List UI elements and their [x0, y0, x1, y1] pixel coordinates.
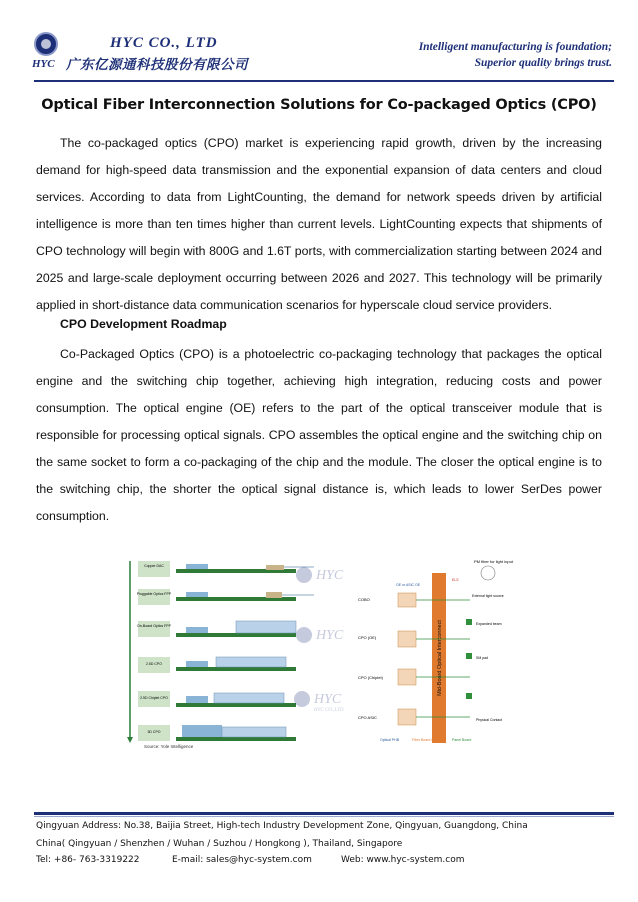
section-heading: CPO Development Roadmap — [60, 317, 227, 331]
legend-optical-phb: Optical PHB — [380, 738, 400, 742]
pm-fiber-label: PM fiber for light input — [474, 559, 513, 564]
stage-label-1: Copper DAC — [144, 564, 164, 568]
right-panel — [358, 559, 514, 743]
company-logo — [34, 32, 58, 56]
sm-pad-label: SM pad — [476, 656, 489, 660]
watermark-3: HYC — [314, 692, 342, 707]
slogan-line-1: Intelligent manufacturing is foundation; — [418, 41, 612, 53]
stage-row-1 — [138, 561, 314, 577]
watermark-1: HYC — [316, 568, 344, 583]
cpo-oe-label: CPO (OE) — [358, 635, 377, 640]
footer-website[interactable]: Web: www.hyc-system.com — [341, 855, 465, 865]
cpo-roadmap-figure — [126, 553, 514, 753]
legend-fiber-board: Fiber Board OB — [412, 738, 437, 742]
stage-row-5 — [138, 691, 296, 707]
company-slogan — [419, 39, 612, 71]
footer-email[interactable]: E-mail: sales@hyc-system.com — [172, 855, 312, 865]
watermark-sub: HYC CO.,LTD — [314, 708, 344, 713]
roadmap-diagram — [126, 553, 514, 753]
cpo-chiplet-label: CPO (Chiplet) — [358, 675, 383, 680]
stage-label-6: 3D CPO — [147, 730, 161, 734]
mid-board-label: Mid-Board Optical Interconnect — [437, 620, 443, 696]
external-light-label: External light source — [472, 594, 504, 598]
stage-label-3: On-Board Optics FPP — [137, 624, 171, 628]
company-name-chinese: 广东亿源通科技股份有限公司 — [66, 57, 248, 73]
company-name-english: HYC CO., LTD — [110, 35, 218, 51]
fiber-end-icon — [481, 566, 495, 580]
physical-contact-label: Physical Contact — [476, 718, 503, 722]
paragraph-intro-text: The co-packaged optics (CPO) market is experiencing rapid growth, driven by the increasing demand for high-speed data transmission and the exponential expansion of data centers and cloud services. According to data from LightCounting, the demand for network speeds driven by artificial intelligence is more than ten times higher than current levels. LightCounting expects that shipments of CPO technology will begin with 800G and 1.6T ports, with commercialization starting between 2024 and 2025 and large-scale deployment occurring between 2026 and 2027. This technology will be primarily applied in short-distance data communication scenarios for hyperscale cloud service providers. — [36, 136, 602, 312]
footer-tel: Tel: +86- 763-3319222 — [36, 855, 140, 865]
cpo-asic-label: CPO ASIC — [358, 715, 377, 720]
figure-source: Source: Yole Intelligence — [144, 744, 194, 749]
slogan-line-2: Superior quality brings trust. — [474, 57, 612, 69]
footer-divider — [34, 812, 614, 815]
stage-row-3 — [137, 621, 296, 637]
footer-address: Qingyuan Address: No.38, Baijia Street, High-tech Industry Development Zone, Qingyuan, Guangdong, China — [36, 821, 528, 831]
paragraph-cpo-text: Co-Packaged Optics (CPO) is a photoelectric co-packaging technology that packages the optical engine and the switching chip together, achieving high integration, reducing costs and power consumption. The optical engine (OE) refers to the part of the optical transceiver module that is responsible for processing optical signals. CPO assembles the optical engine and the switching chip on the same socket to form a co-packaging of the chip and the module. The closer the optical engine is to the switching chip, the shorter the optical signal distance is, which leads to lower SerDes power consumption. — [36, 347, 602, 523]
stage-row-2 — [137, 589, 314, 605]
stage-label-5: 2.5D Chiplet CPO — [140, 696, 168, 700]
stage-label-2: Pluggable Optics FPP — [136, 592, 172, 596]
legend-panel-board: Panel Board — [452, 738, 472, 742]
footer-divider-thin — [34, 816, 614, 817]
watermark-2: HYC — [316, 628, 344, 643]
page-header — [0, 0, 638, 82]
logo-abbreviation: HYC — [32, 58, 55, 70]
document-title: Optical Fiber Interconnection Solutions for Co-packaged Optics (CPO) — [41, 97, 597, 113]
stage-label-4: 2.5D CPO — [146, 662, 162, 666]
header-divider — [34, 80, 614, 82]
stage-row-6 — [138, 725, 296, 741]
oe-asic-label: OE or ASIC OE — [396, 583, 421, 587]
stage-row-4 — [138, 657, 296, 673]
expanded-beam-label: Expanded beam — [476, 622, 502, 626]
paragraph-cpo — [36, 341, 602, 530]
watermarks — [294, 567, 344, 713]
cobo-label: COBO — [358, 597, 370, 602]
paragraph-intro — [36, 130, 602, 319]
footer-locations: China( Qingyuan / Shenzhen / Wuhan / Suzhou / Hongkong ), Thailand, Singapore — [36, 839, 403, 849]
left-stages — [137, 561, 314, 741]
timeline-arrow-head — [127, 737, 133, 743]
els-label: ELS — [452, 578, 459, 582]
